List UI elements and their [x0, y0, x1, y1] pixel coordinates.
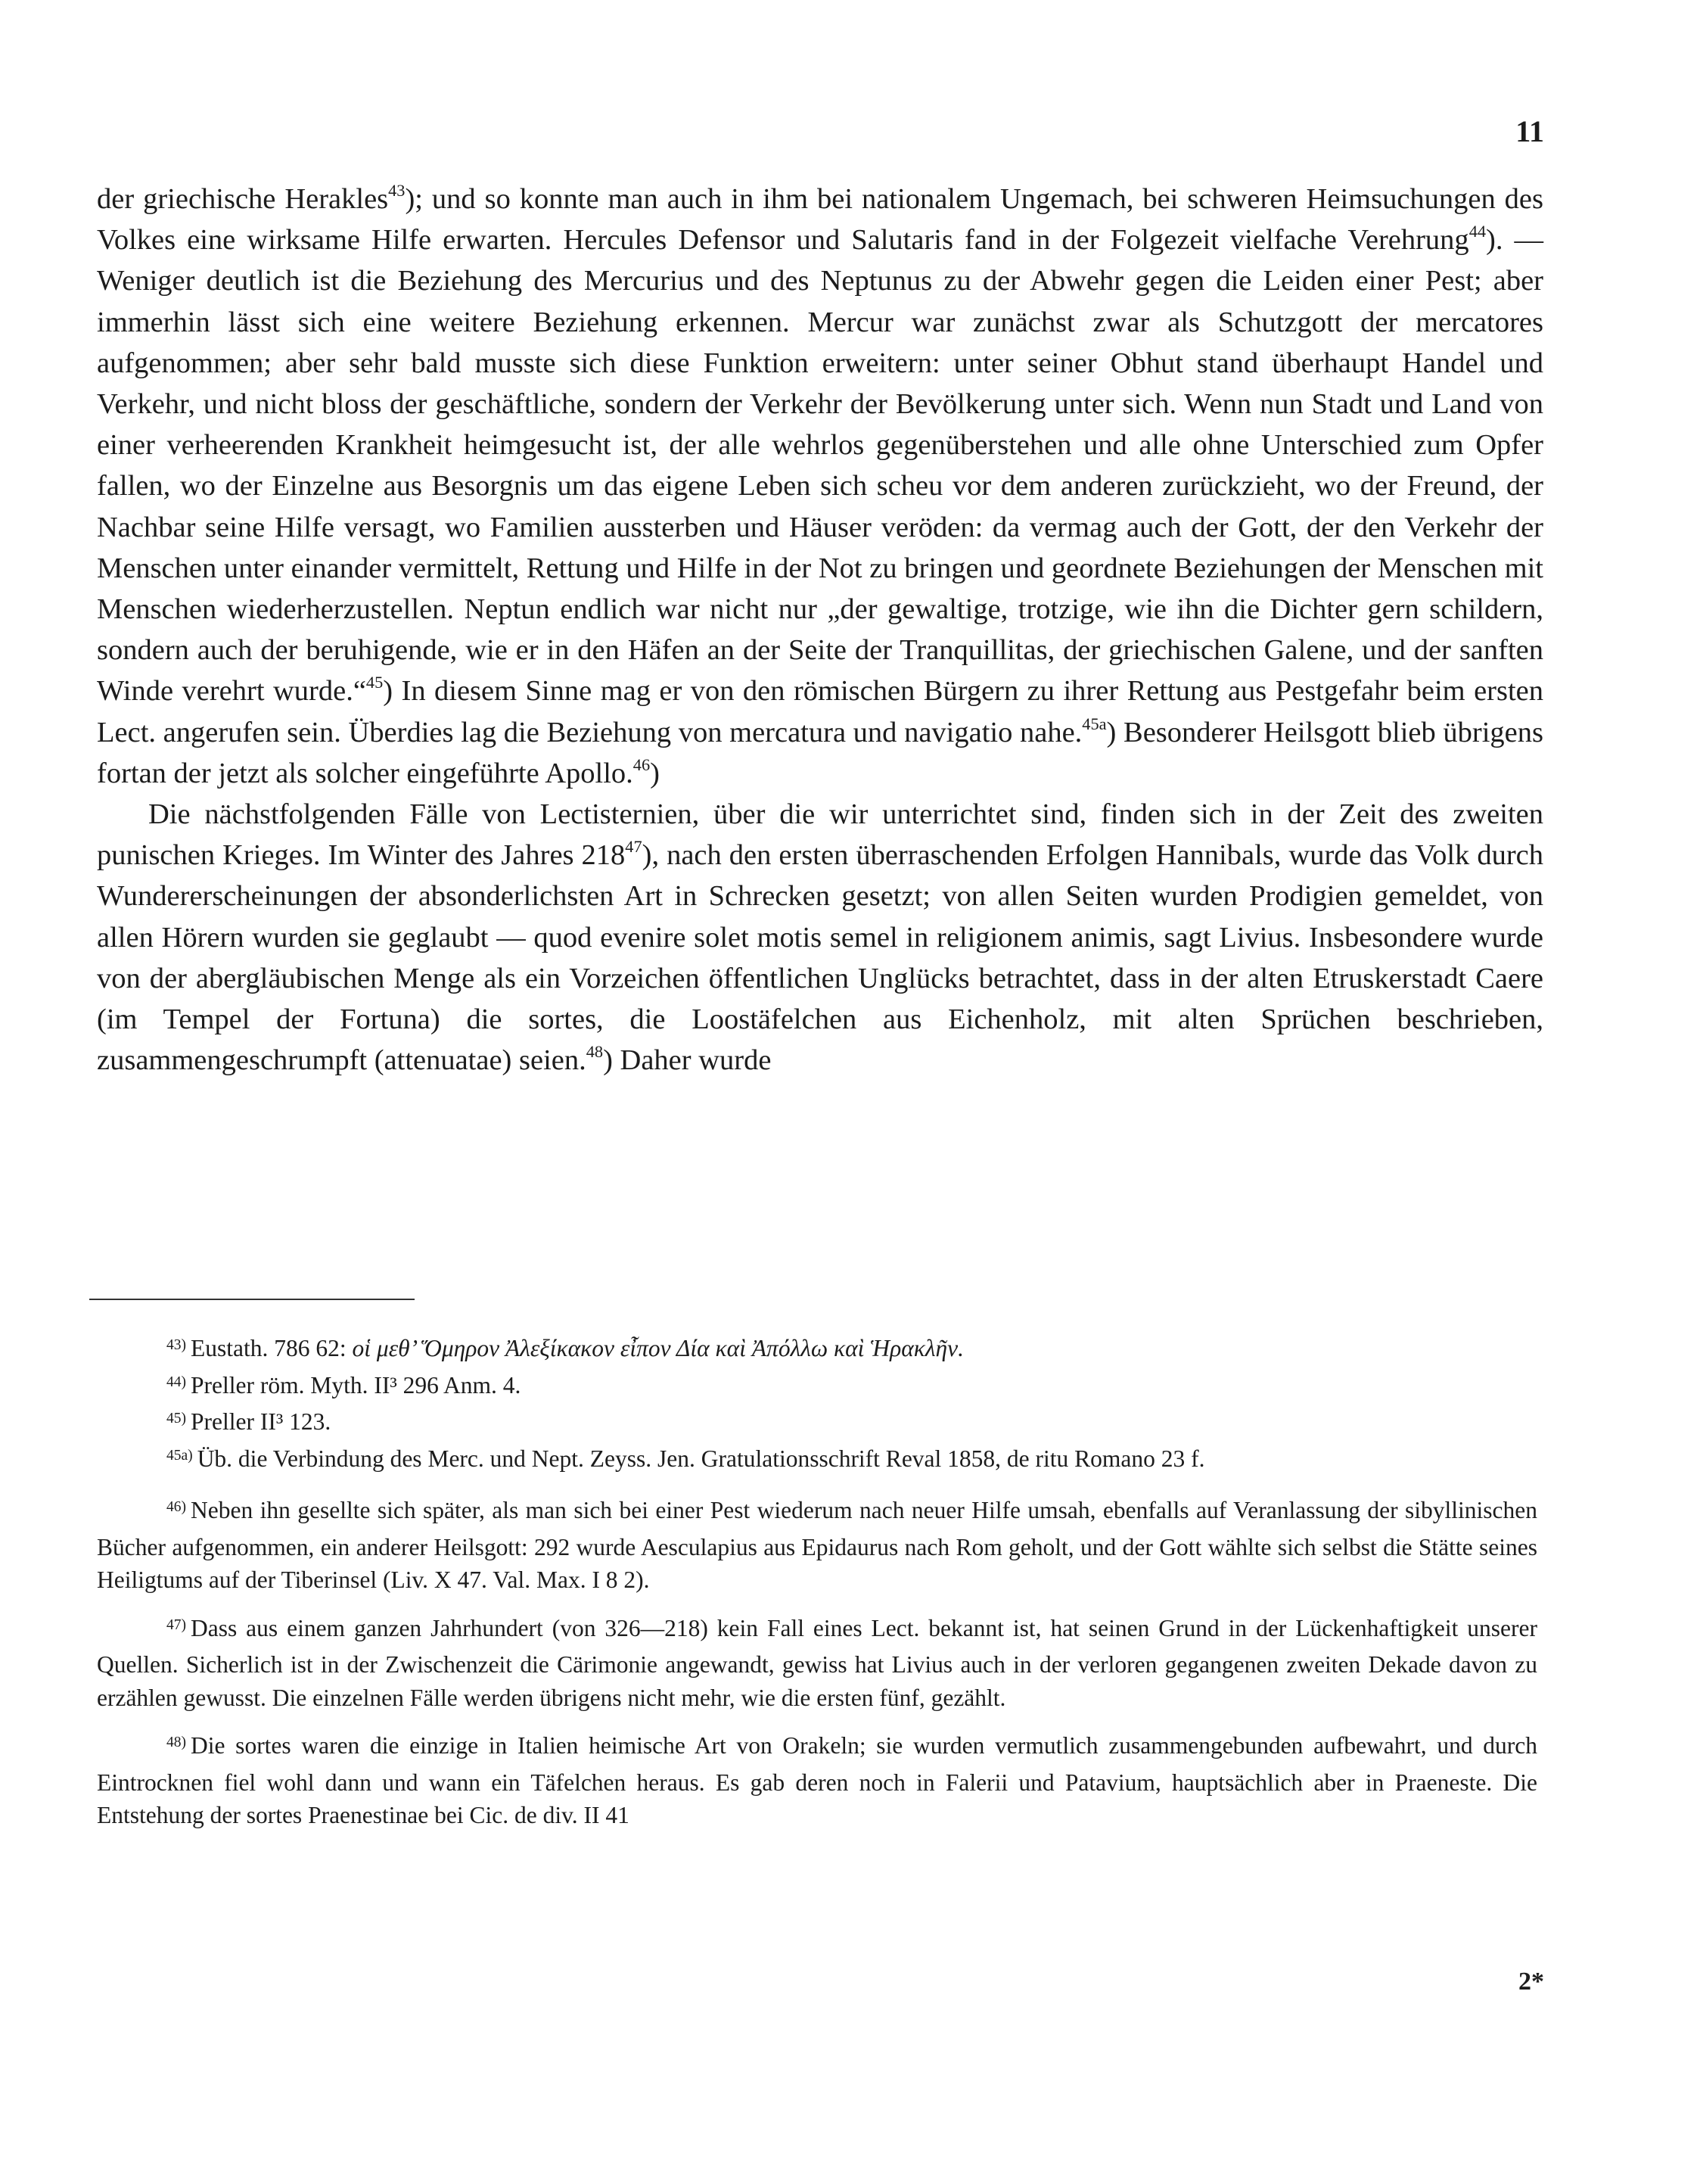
footnote-47	[97, 1612, 1537, 1715]
footnote-ref: 43	[388, 180, 406, 200]
text-run: Die nächstfolgenden Fälle von Lectisternien, über die wir unterrichtet sind, finden sich in der Zeit des zweiten punischen Krieges. Im Winter des Jahres 218	[97, 798, 1543, 872]
footnote-text: Die sortes waren die einzige in Italien heimische Art von Orakeln; sie wurden vermutlich zusammengebunden aufbewahrt, und durch Eintrocknen fiel wohl dann und wann ein Täfelchen heraus. Es gab deren noch in Falerii und Patavium, hauptsächlich aber in Praeneste. Die Entstehung der sortes Praenestinae bei Cic. de div. II 41	[97, 1732, 1537, 1828]
footnote-text: Neben ihn gesellte sich später, als man sich bei einer Pest wiederum nach neuer Hilfe umsah, ebenfalls auf Veranlassung der sibyllinischen Bücher aufgenommen, ein anderer Heilsgott: 292 wurde Aesculapius aus Epidaurus nach Rom geholt, und der Gott wählte sich selbst die Stätte seines Heiligtums auf der Tiberinsel (Liv. X 47. Val. Max. I 8 2).	[97, 1497, 1537, 1593]
footnote-ref: 44	[1468, 222, 1487, 241]
footnote-48	[97, 1729, 1537, 1832]
footnote-43	[97, 1332, 1537, 1369]
footnote-text: Dass aus einem ganzen Jahrhundert (von 326—218) kein Fall eines Lect. bekannt ist, hat seinen Grund in der Lückenhaftigkeit unserer Quellen. Sicherlich ist in der Zwischenzeit die Cärimonie angewandt, gewiss hat Livius auch in der verloren gegangenen zweiten Dekade davon zu erzählen gewusst. Die einzelnen Fälle werden übrigens nicht mehr, wie die ersten fünf, gezählt.	[97, 1614, 1537, 1711]
footnote-mark: 48)	[166, 1734, 187, 1751]
text-run: ); und so konnte man auch in ihm bei nationalem Ungemach, bei schweren Heimsuchungen des Volkes eine wirksame Hilfe erwarten. Hercules Defensor und Salutaris fand in der Folgezeit vielfache Verehrung	[97, 183, 1543, 257]
footnote-mark: 45a)	[166, 1447, 193, 1464]
text-run: ). — Weniger deutlich ist die Beziehung des Mercurius und des Neptunus zu der Abwehr gegen die Leiden einer Pest; aber immerhin lässt sich eine weitere Beziehung erkennen. Mercur war zunächst zwar als Schutzgott der mercatores aufgenommen; aber sehr bald musste sich diese Funktion erweitern: unter seiner Obhut stand überhaupt Handel und Verkehr, und nicht bloss der geschäftliche, sondern der Verkehr der Bevölkerung unter sich. Wenn nun Stadt und Land von einer verheerenden Krankheit heimgesucht ist, der alle wehrlos gegenüberstehen und alle ohne Unterschied zum Opfer fallen, wo der Einzelne aus Besorgnis um das eigene Leben sich scheu vor dem anderen zurückzieht, wo der Freund, der Nachbar seine Hilfe versagt, wo Familien aussterben und Häuser veröden: da vermag auch der Gott, der den Verkehr der Menschen unter einander vermittelt, Rettung und Hilfe in der Not zu bringen und geordnete Beziehungen der Menschen mit Menschen wiederherzustellen. Neptun endlich war nicht nur „der gewaltige, trotzige, wie ihn die Dichter gern schildern, sondern auch der beruhigende, wie er in den Häfen an der Seite der Tranquillitas, der griechischen Galene, und der sanften Winde verehrt wurde.“	[97, 224, 1543, 708]
body-text	[97, 179, 1543, 1081]
footnote-45	[97, 1405, 1537, 1442]
signature-mark: 2*	[1518, 1968, 1544, 1996]
footnote-text: Preller II³ 123.	[191, 1408, 331, 1435]
footnote-ref: 46	[632, 754, 651, 774]
paragraph-2	[97, 794, 1543, 1081]
footnote-mark: 45)	[166, 1411, 187, 1427]
footnote-text: Preller röm. Myth. II³ 296 Anm. 4.	[191, 1371, 521, 1398]
footnote-mark: 47)	[166, 1616, 187, 1633]
text-run: ) Besonderer Heilsgott blieb übrigens fortan der jetzt als solcher eingeführte Apollo.	[97, 716, 1543, 789]
footnote-ref: 45a	[1082, 714, 1107, 733]
footnote-44	[97, 1369, 1537, 1406]
greek-quotation: οἱ μεθ’ Ὅμηρον Ἀλεξίκακον εἶπον Δία καὶ Ἀπόλλω καὶ Ἡρακλῆν.	[352, 1335, 964, 1361]
paragraph-1	[97, 179, 1543, 794]
footnote-ref: 45	[365, 673, 384, 692]
footnote-ref: 47	[625, 837, 642, 857]
footnote-divider	[89, 1299, 415, 1300]
page-number: 11	[1515, 114, 1544, 148]
text-run: ), nach den ersten überraschenden Erfolgen Hannibals, wurde das Volk durch Wundererscheinungen der absonderlichsten Art in Schrecken gesetzt; von allen Seiten wurden Prodigien gemeldet, von allen Hörern wurden sie geglaubt — quod evenire solet motis semel in religionem animis, sagt Livius. Insbesondere wurde von der abergläubischen Menge als ein Vorzeichen öffentlichen Unglücks betrachtet, dass in der alten Etruskerstadt Caere (im Tempel der Fortuna) die sortes, die Loostäfelchen aus Eichenholz, mit alten Sprüchen beschrieben, zusammengeschrumpft (attenuatae) seien.	[97, 839, 1543, 1077]
footnote-45a	[97, 1442, 1537, 1479]
text-run: ) In diesem Sinne mag er von den römischen Bürgern zu ihrer Rettung aus Pestgefahr beim ersten Lect. angerufen sein. Überdies lag die Beziehung von mercatura und navigatio nahe.	[97, 675, 1543, 748]
footnotes	[97, 1332, 1537, 1832]
text-run: der griechische Herakles	[97, 183, 389, 215]
footnote-mark: 46)	[166, 1499, 187, 1516]
footnote-ref: 48	[586, 1042, 604, 1062]
footnote-text: Üb. die Verbindung des Merc. und Nept. Zeyss. Jen. Gratulationsschrift Reval 1858, de ritu Romano 23 f.	[197, 1445, 1205, 1472]
footnote-mark: 43)	[166, 1337, 187, 1354]
text-run: )	[650, 757, 660, 789]
footnote-46	[97, 1494, 1537, 1597]
footnote-mark: 44)	[166, 1374, 187, 1390]
footnote-text: Eustath. 786 62:	[191, 1335, 353, 1361]
text-run: ) Daher wurde	[603, 1044, 772, 1077]
